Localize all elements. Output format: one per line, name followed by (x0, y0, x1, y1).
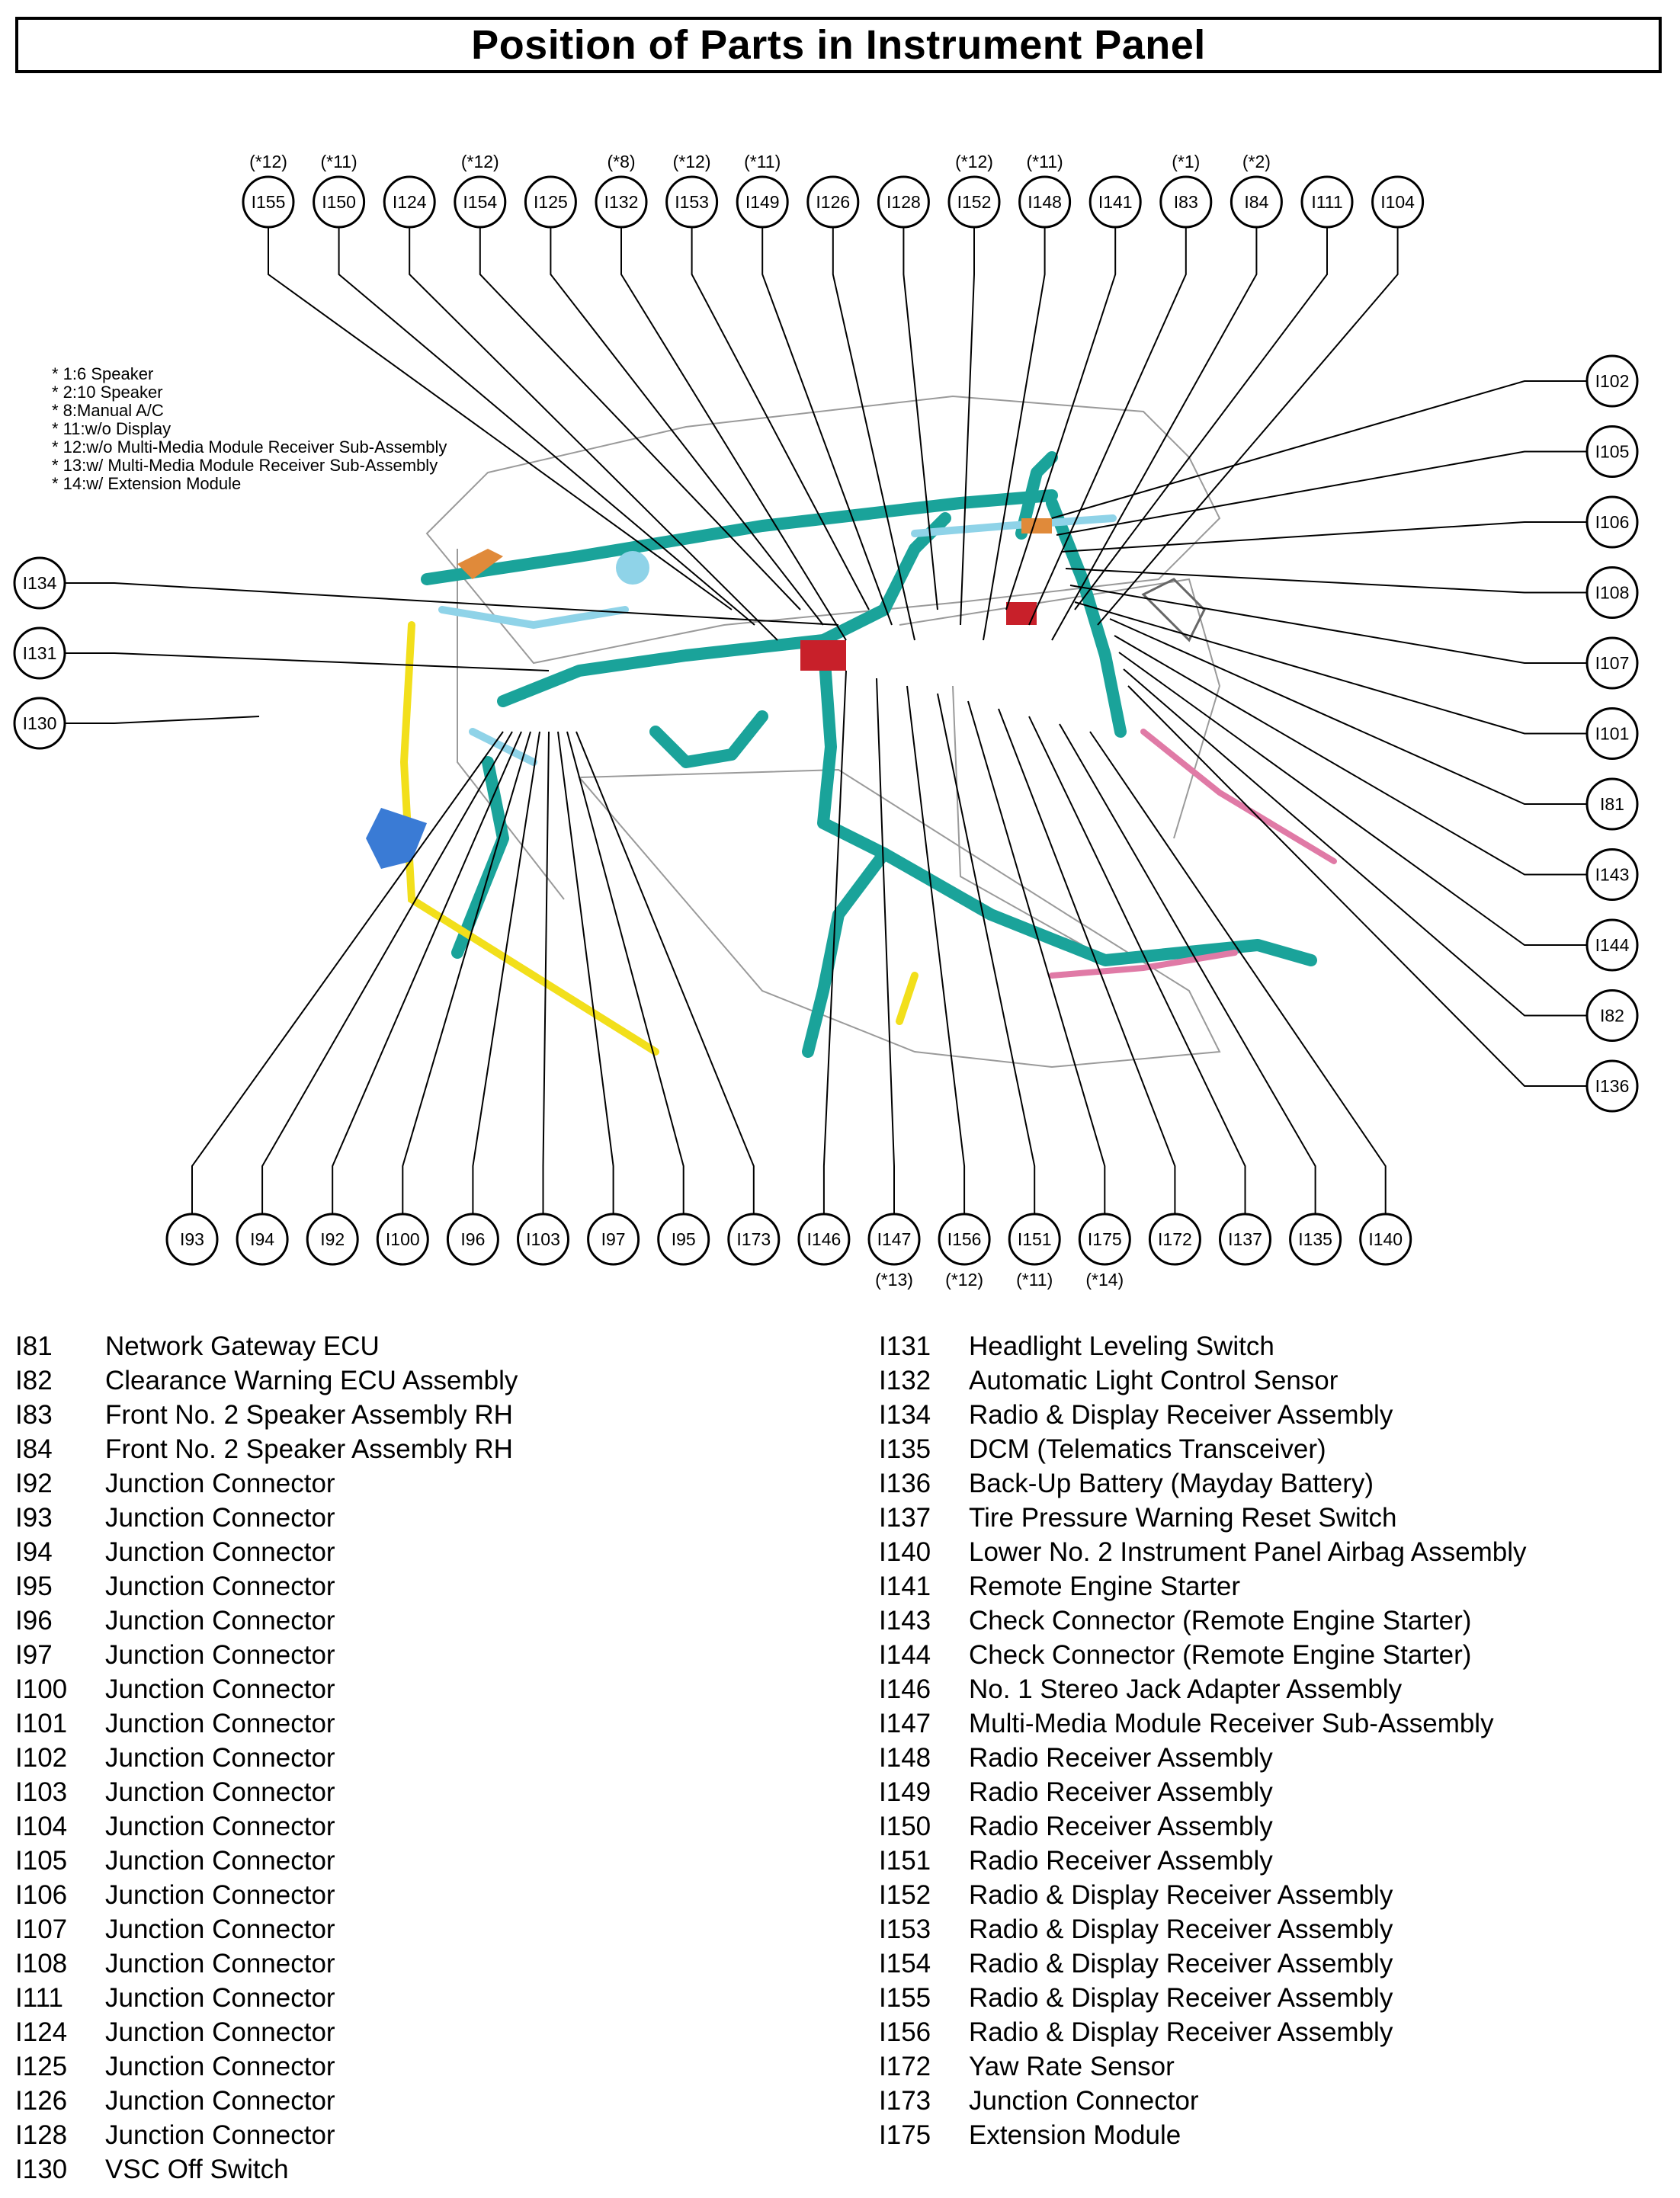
legend-row (15, 1466, 777, 1501)
callout-label: I149 (745, 192, 780, 212)
callout-label: I108 (1595, 582, 1630, 603)
callout-note: (*12) (955, 152, 993, 171)
legend-description: Junction Connector (105, 1639, 335, 1670)
legend-description: Radio & Display Receiver Assembly (969, 2017, 1393, 2047)
callout-i108 (1587, 568, 1637, 618)
legend-description: Radio & Display Receiver Assembly (969, 1879, 1393, 1910)
legend-description: Front No. 2 Speaker Assembly RH (105, 1399, 513, 1430)
legend-code: I126 (15, 2085, 68, 2116)
leader-line (543, 732, 550, 1214)
radio-receiver-part (800, 640, 846, 671)
legend-row (879, 2049, 1641, 2084)
callout-i132 (596, 152, 646, 227)
legend-code: I135 (879, 1434, 931, 1464)
note-2: * 2:10 Speaker (52, 383, 163, 402)
callout-i134 (14, 558, 65, 608)
legend-row (879, 1638, 1641, 1672)
legend-row (879, 2015, 1641, 2049)
legend-description: Junction Connector (105, 1674, 335, 1704)
legend-description: Junction Connector (105, 2051, 335, 2081)
legend-description: Junction Connector (105, 1777, 335, 1807)
note-6: * 13:w/ Multi-Media Module Receiver Sub-Assembly (52, 456, 438, 475)
callout-i136 (1587, 1061, 1637, 1111)
legend-description: Tire Pressure Warning Reset Switch (969, 1502, 1397, 1533)
note-7: * 14:w/ Extension Module (52, 474, 242, 493)
callout-note: (*2) (1242, 152, 1271, 171)
leader-line (1075, 602, 1587, 734)
legend-description: Junction Connector (105, 1502, 335, 1533)
callout-i146 (799, 1214, 849, 1264)
leader-line (65, 583, 838, 625)
legend-code: I101 (15, 1708, 68, 1738)
legend-description: Junction Connector (105, 1879, 335, 1910)
callout-note: (*12) (672, 152, 711, 171)
legend-code: I105 (15, 1845, 68, 1876)
legend-row (15, 1809, 777, 1844)
callout-label: I96 (460, 1229, 486, 1249)
legend-code: I107 (15, 1914, 68, 1944)
legend-description: Junction Connector (105, 2120, 335, 2150)
callout-label: I97 (601, 1229, 626, 1249)
legend-description: VSC Off Switch (105, 2154, 289, 2184)
legend-description: DCM (Telematics Transceiver) (969, 1434, 1326, 1464)
callout-label: I105 (1595, 441, 1630, 462)
legend-code: I92 (15, 1468, 53, 1498)
legend-row (879, 1672, 1641, 1706)
legend-code: I136 (879, 1468, 931, 1498)
legend-row (879, 1535, 1641, 1569)
callout-label: I111 (1311, 192, 1343, 212)
leader-line (402, 732, 531, 1214)
legend-description: Junction Connector (969, 2085, 1199, 2116)
callout-label: I135 (1298, 1229, 1332, 1249)
callout-i173 (729, 1214, 779, 1264)
callout-i152 (949, 152, 999, 227)
legend-code: I103 (15, 1777, 68, 1807)
callout-label: I93 (180, 1229, 204, 1249)
legend-row (15, 1981, 777, 2015)
callout-label: I140 (1368, 1229, 1403, 1249)
legend-description: Radio Receiver Assembly (969, 1845, 1273, 1876)
leader-line (983, 227, 1045, 640)
callout-i143 (1587, 850, 1637, 900)
callout-i155 (243, 152, 293, 227)
leader-line (1029, 716, 1246, 1214)
legend-description: Junction Connector (105, 1468, 335, 1498)
legend-code: I154 (879, 1948, 931, 1979)
legend-code: I111 (15, 1982, 63, 2013)
legend-description: Junction Connector (105, 1708, 335, 1738)
legend-code: I137 (879, 1502, 931, 1533)
legend-row (15, 1878, 777, 1912)
callout-i101 (1587, 709, 1637, 759)
callout-label: I134 (22, 573, 57, 593)
leader-line (1114, 636, 1587, 875)
legend-code: I144 (879, 1639, 931, 1670)
legend-row (879, 1912, 1641, 1946)
legend-description: Junction Connector (105, 1948, 335, 1979)
callout-note: (*12) (945, 1270, 984, 1290)
callout-label: I172 (1158, 1229, 1192, 1249)
legend-code: I141 (879, 1571, 931, 1601)
callout-label: I141 (1098, 192, 1133, 212)
legend-code: I172 (879, 2051, 931, 2081)
legend-description: Radio Receiver Assembly (969, 1777, 1273, 1807)
legend-description: Junction Connector (105, 2017, 335, 2047)
callout-i81 (1587, 779, 1637, 829)
callout-i107 (1587, 638, 1637, 688)
callout-label: I143 (1595, 864, 1630, 885)
callout-label: I148 (1028, 192, 1062, 212)
callout-i141 (1090, 177, 1140, 227)
legend-row (15, 1775, 777, 1809)
callout-label: I151 (1017, 1229, 1052, 1249)
callout-i84 (1231, 152, 1281, 227)
legend-code: I81 (15, 1331, 53, 1361)
leader-line (1128, 686, 1587, 1086)
callout-i153 (667, 152, 717, 227)
legend-description: Extension Module (969, 2120, 1181, 2150)
callout-label: I81 (1600, 794, 1624, 814)
callout-label: I100 (385, 1229, 420, 1249)
callout-label: I144 (1595, 935, 1630, 955)
legend-code: I134 (879, 1399, 931, 1430)
legend-row (879, 1569, 1641, 1604)
legend-row (879, 1706, 1641, 1741)
legend-right (879, 1329, 1641, 2152)
legend-row (15, 1604, 777, 1638)
legend-description: Radio & Display Receiver Assembly (969, 1948, 1393, 1979)
callout-label: I94 (250, 1229, 275, 1249)
legend-description: Check Connector (Remote Engine Starter) (969, 1639, 1472, 1670)
callout-i140 (1361, 1214, 1411, 1264)
legend-description: Remote Engine Starter (969, 1571, 1241, 1601)
callout-i128 (878, 177, 928, 227)
callout-label: I124 (392, 192, 427, 212)
legend-code: I131 (879, 1331, 931, 1361)
callout-i137 (1220, 1214, 1271, 1264)
callout-label: I107 (1595, 653, 1630, 673)
callout-i151 (1009, 1214, 1060, 1290)
callout-label: I131 (22, 643, 57, 663)
legend-row (15, 1844, 777, 1878)
legend-code: I95 (15, 1571, 53, 1601)
note-3: * 8:Manual A/C (52, 401, 164, 420)
note-5: * 12:w/o Multi-Media Module Receiver Sub-Assembly (52, 437, 447, 457)
legend-row (15, 1363, 777, 1398)
callout-label: I154 (463, 192, 498, 212)
legend-description: Back-Up Battery (Mayday Battery) (969, 1468, 1374, 1498)
legend-description: Junction Connector (105, 1811, 335, 1841)
ecu-part (1006, 602, 1037, 625)
callout-label: I126 (816, 192, 851, 212)
callout-i156 (939, 1214, 989, 1290)
footnotes (52, 364, 447, 493)
callout-label: I147 (877, 1229, 912, 1249)
callout-i131 (14, 628, 65, 678)
legend-description: Automatic Light Control Sensor (969, 1365, 1339, 1395)
legend-row (879, 1398, 1641, 1432)
leader-line (1124, 669, 1587, 1016)
legend-row (15, 1912, 777, 1946)
leader-line (567, 732, 684, 1214)
legend-row (15, 1501, 777, 1535)
legend-description: Radio Receiver Assembly (969, 1742, 1273, 1773)
legend-row (879, 1466, 1641, 1501)
callout-note: (*11) (1016, 1270, 1053, 1290)
callout-i103 (518, 1214, 569, 1264)
legend-row (879, 1946, 1641, 1981)
callout-i106 (1587, 497, 1637, 547)
legend-left (15, 1329, 777, 2187)
legend-row (879, 1775, 1641, 1809)
legend-description: Junction Connector (105, 1845, 335, 1876)
legend-description: Multi-Media Module Receiver Sub-Assembly (969, 1708, 1494, 1738)
callout-note: (*11) (744, 152, 781, 171)
legend-row (15, 1946, 777, 1981)
legend-code: I130 (15, 2154, 68, 2184)
callout-i154 (455, 152, 505, 227)
legend-code: I108 (15, 1948, 68, 1979)
legend-code: I140 (879, 1536, 931, 1567)
legend-code: I100 (15, 1674, 68, 1704)
callout-label: I82 (1600, 1005, 1624, 1026)
legend-row (15, 2049, 777, 2084)
callout-i135 (1290, 1214, 1341, 1264)
note-4: * 11:w/o Display (52, 419, 172, 438)
callout-label: I101 (1595, 723, 1630, 744)
callout-label: I106 (1595, 512, 1630, 532)
connector-part (1021, 518, 1052, 533)
legend-row (15, 1432, 777, 1466)
legend-description: Junction Connector (105, 1571, 335, 1601)
leader-line (1098, 227, 1398, 625)
callout-label: I156 (947, 1229, 982, 1249)
speaker-part (616, 551, 649, 585)
page-title: Position of Parts in Instrument Panel (471, 22, 1206, 68)
callout-note: (*8) (607, 152, 636, 171)
legend-row (879, 2118, 1641, 2152)
callout-note: (*13) (875, 1270, 913, 1290)
callout-i97 (588, 1214, 639, 1264)
legend-description: Radio Receiver Assembly (969, 1811, 1273, 1841)
legend-code: I124 (15, 2017, 68, 2047)
callout-i175 (1079, 1214, 1130, 1290)
callout-i150 (314, 152, 364, 227)
legend-row (879, 1878, 1641, 1912)
legend-description: Junction Connector (105, 2085, 335, 2116)
callout-i148 (1020, 152, 1070, 227)
callout-i94 (237, 1214, 287, 1264)
callout-i130 (14, 698, 65, 748)
legend-description: Junction Connector (105, 1536, 335, 1567)
legend-description: Junction Connector (105, 1982, 335, 2013)
callout-label: I136 (1595, 1076, 1630, 1096)
legend-row (15, 1672, 777, 1706)
leader-line (692, 227, 869, 610)
legend-code: I94 (15, 1536, 53, 1567)
legend-code: I132 (879, 1365, 931, 1395)
callout-label: I95 (671, 1229, 696, 1249)
callout-i83 (1161, 152, 1211, 227)
legend-code: I143 (879, 1605, 931, 1636)
callout-i96 (447, 1214, 498, 1264)
legend-code: I148 (879, 1742, 931, 1773)
callout-i93 (167, 1214, 217, 1264)
legend-row (879, 1329, 1641, 1363)
legend-description: Front No. 2 Speaker Assembly RH (105, 1434, 513, 1464)
legend-code: I149 (879, 1777, 931, 1807)
legend-description: Headlight Leveling Switch (969, 1331, 1274, 1361)
legend-row (15, 1741, 777, 1775)
callout-i124 (384, 177, 434, 227)
legend-row (15, 1535, 777, 1569)
legend-code: I146 (879, 1674, 931, 1704)
legend-code: I93 (15, 1502, 53, 1533)
legend-description: Junction Connector (105, 1605, 335, 1636)
callout-label: I152 (957, 192, 992, 212)
callout-note: (*1) (1172, 152, 1201, 171)
callout-label: I104 (1380, 192, 1415, 212)
legend-description: Radio & Display Receiver Assembly (969, 1982, 1393, 2013)
legend-description: Lower No. 2 Instrument Panel Airbag Assembly (969, 1536, 1527, 1567)
callout-note: (*12) (460, 152, 499, 171)
callout-label: I137 (1228, 1229, 1262, 1249)
note-1: * 1:6 Speaker (52, 364, 154, 383)
legend-description: Radio & Display Receiver Assembly (969, 1914, 1393, 1944)
legend-row (879, 1604, 1641, 1638)
callout-label: I130 (22, 713, 57, 733)
legend-code: I151 (879, 1845, 931, 1876)
callout-i102 (1587, 356, 1637, 406)
legend-code: I153 (879, 1914, 931, 1944)
callout-i111 (1302, 177, 1352, 227)
leader-line (65, 716, 259, 723)
leader-line (1061, 522, 1587, 552)
duct-part (366, 808, 427, 869)
legend-code: I125 (15, 2051, 68, 2081)
leader-line (1110, 619, 1587, 804)
legend-code: I106 (15, 1879, 68, 1910)
callout-label: I103 (526, 1229, 560, 1249)
legend-row (15, 2152, 777, 2187)
callout-note: (*14) (1085, 1270, 1124, 1290)
legend-row (15, 2118, 777, 2152)
legend-code: I97 (15, 1639, 53, 1670)
legend-row (15, 1569, 777, 1604)
legend-row (15, 1638, 777, 1672)
legend-row (879, 2084, 1641, 2118)
callout-label: I92 (320, 1229, 345, 1249)
legend-row (879, 1809, 1641, 1844)
callout-i100 (377, 1214, 428, 1264)
callout-note: (*11) (320, 152, 357, 171)
legend-code: I104 (15, 1811, 68, 1841)
leader-line (262, 732, 512, 1214)
callout-i105 (1587, 427, 1637, 477)
callout-i172 (1149, 1214, 1200, 1264)
legend-code: I84 (15, 1434, 53, 1464)
legend-code: I152 (879, 1879, 931, 1910)
leader-line (938, 694, 1034, 1214)
legend-description: Check Connector (Remote Engine Starter) (969, 1605, 1472, 1636)
callout-i147 (869, 1214, 919, 1290)
leader-line (65, 653, 549, 671)
legend-description: Network Gateway ECU (105, 1331, 380, 1361)
legend-row (879, 1363, 1641, 1398)
legend-description: Radio & Display Receiver Assembly (969, 1399, 1393, 1430)
legend-row (879, 1741, 1641, 1775)
legend-description: Junction Connector (105, 1914, 335, 1944)
legend-description: No. 1 Stereo Jack Adapter Assembly (969, 1674, 1403, 1704)
legend-code: I96 (15, 1605, 53, 1636)
callout-label: I102 (1595, 371, 1630, 391)
legend-row (879, 1432, 1641, 1466)
legend-row (879, 1501, 1641, 1535)
legend-code: I83 (15, 1399, 53, 1430)
legend-code: I128 (15, 2120, 68, 2150)
callout-label: I128 (886, 192, 921, 212)
legend-row (15, 1398, 777, 1432)
legend-row (15, 2015, 777, 2049)
legend-row (15, 2084, 777, 2118)
callout-i144 (1587, 920, 1637, 970)
legend-row (15, 1329, 777, 1363)
callout-i92 (307, 1214, 357, 1264)
leader-line (877, 678, 894, 1214)
legend-row (879, 1844, 1641, 1878)
legend-description: Yaw Rate Sensor (969, 2051, 1175, 2081)
callout-i95 (659, 1214, 709, 1264)
legend-row (15, 1706, 777, 1741)
callout-i126 (808, 177, 858, 227)
legend-code: I147 (879, 1708, 931, 1738)
callout-label: I153 (675, 192, 709, 212)
callout-label: I84 (1244, 192, 1269, 212)
legend-code: I155 (879, 1982, 931, 2013)
callout-label: I83 (1173, 192, 1198, 212)
legend-code: I102 (15, 1742, 68, 1773)
legend-code: I175 (879, 2120, 931, 2150)
callout-note: (*11) (1026, 152, 1063, 171)
callout-label: I132 (604, 192, 639, 212)
callout-label: I173 (736, 1229, 771, 1249)
callout-i149 (737, 152, 787, 227)
leader-line (960, 227, 974, 625)
callout-label: I175 (1087, 1229, 1122, 1249)
callout-i104 (1373, 177, 1423, 227)
legend-description: Junction Connector (105, 1742, 335, 1773)
legend-code: I150 (879, 1811, 931, 1841)
legend-code: I173 (879, 2085, 931, 2116)
callout-label: I150 (322, 192, 356, 212)
leader-line (192, 732, 503, 1214)
callout-label: I146 (806, 1229, 842, 1249)
callout-label: I155 (251, 192, 286, 212)
callout-i125 (525, 177, 575, 227)
legend-code: I156 (879, 2017, 931, 2047)
legend-description: Clearance Warning ECU Assembly (105, 1365, 518, 1395)
leader-line (1119, 652, 1587, 945)
leader-line (762, 227, 892, 625)
legend-code: I82 (15, 1365, 53, 1395)
legend-row (879, 1981, 1641, 2015)
callout-i82 (1587, 991, 1637, 1041)
callout-note: (*12) (249, 152, 287, 171)
callout-label: I125 (534, 192, 568, 212)
